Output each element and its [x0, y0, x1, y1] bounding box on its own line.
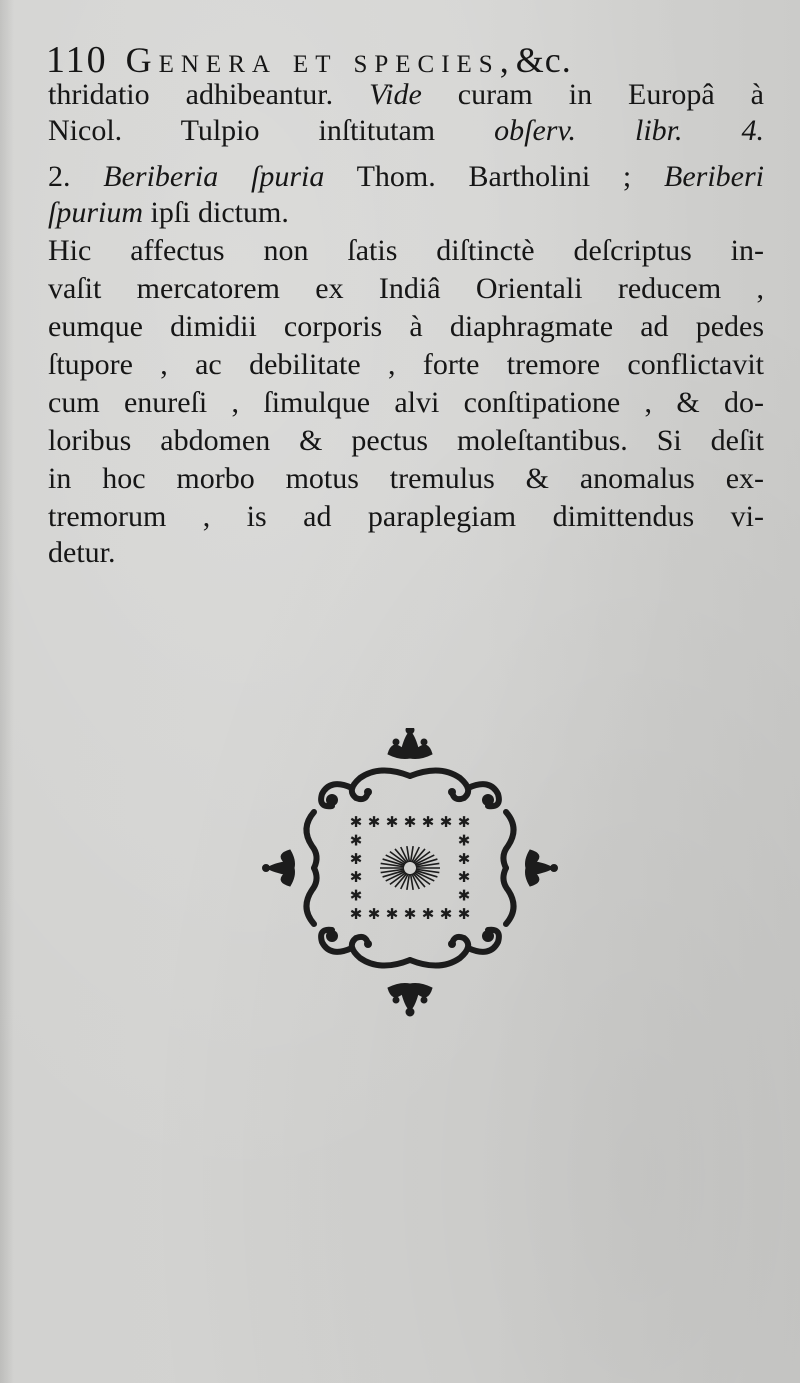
- text-line: [48, 112, 764, 150]
- text-line: [48, 384, 764, 422]
- text-run: [683, 114, 742, 147]
- italic-run: Vide: [369, 78, 422, 111]
- star-icon: ✱: [349, 905, 363, 923]
- italic-run: obſerv. libr.: [494, 114, 683, 147]
- star-icon: ✱: [349, 813, 363, 831]
- star-icon: ✱: [421, 813, 435, 831]
- star-icon: ✱: [457, 813, 471, 831]
- text-run: thridatio adhibeantur.: [48, 78, 370, 111]
- text-run: Thom. Bartholini ;: [324, 160, 665, 193]
- running-title: Genera et species,: [125, 40, 516, 80]
- text-run: 2.: [48, 160, 104, 193]
- text-line: [48, 534, 764, 572]
- star-icon: ✱: [439, 813, 453, 831]
- show-through-text: [40, 580, 760, 1360]
- star-icon: ✱: [457, 849, 471, 868]
- text-line: [48, 158, 764, 196]
- italic-run: 4.: [741, 114, 764, 147]
- star-icon: ✱: [349, 849, 363, 868]
- text-run: vaſit mercatorem ex Indiâ Orientali reducem ,: [48, 272, 764, 305]
- text-line: [48, 232, 764, 270]
- text-run: in hoc morbo motus tremulus & anomalus ex-: [48, 462, 764, 495]
- text-run: curam in Europâ à: [421, 78, 764, 111]
- italic-run: Beriberia ſpuria: [103, 160, 325, 193]
- text-run: Hic affectus non ſatis diſtinctè deſcriptus in-: [48, 234, 764, 267]
- star-icon: ✱: [385, 905, 399, 923]
- star-icon: ✱: [385, 813, 399, 831]
- text-run: ipſi dictum.: [143, 196, 289, 229]
- text-run: ſtupore , ac debilitate , forte tremore conflictavit: [48, 348, 764, 381]
- text-run: cum enureſi , ſimulque alvi conſtipatione , & do-: [48, 386, 764, 419]
- star-icon: ✱: [367, 905, 381, 923]
- text-line: [48, 308, 764, 346]
- text-run: eumque dimidii corporis à diaphragmate ad pedes: [48, 310, 764, 343]
- star-icon: ✱: [349, 868, 363, 887]
- text-line: [48, 460, 764, 498]
- text-line: [48, 498, 764, 536]
- running-title-etc: &c.: [515, 40, 572, 80]
- star-icon: ✱: [349, 831, 363, 850]
- star-icon: ✱: [439, 905, 453, 923]
- text-line: [48, 270, 764, 308]
- text-run: Nicol. Tulpio inſtitutam: [48, 114, 495, 147]
- star-icon: ✱: [403, 905, 417, 923]
- star-icon: ✱: [403, 813, 417, 831]
- text-line: [48, 194, 764, 232]
- star-icon: ✱: [457, 831, 471, 850]
- text-run: tremorum , is ad paraplegiam dimittendus vi-: [48, 500, 764, 533]
- star-icon: ✱: [457, 868, 471, 887]
- italic-run: ſpurium: [48, 196, 144, 229]
- text-line: [48, 76, 764, 114]
- star-icon: ✱: [457, 886, 471, 905]
- page-number: 110: [46, 39, 108, 81]
- text-line: [48, 346, 764, 384]
- text-run: detur.: [48, 536, 116, 569]
- star-icon: ✱: [457, 905, 471, 923]
- text-line: [48, 422, 764, 460]
- star-icon: ✱: [349, 886, 363, 905]
- italic-run: Beriberi: [664, 160, 765, 193]
- star-icon: ✱: [421, 905, 435, 923]
- star-icon: ✱: [367, 813, 381, 831]
- text-run: loribus abdomen & pectus moleſtantibus. Si deſit: [48, 424, 764, 457]
